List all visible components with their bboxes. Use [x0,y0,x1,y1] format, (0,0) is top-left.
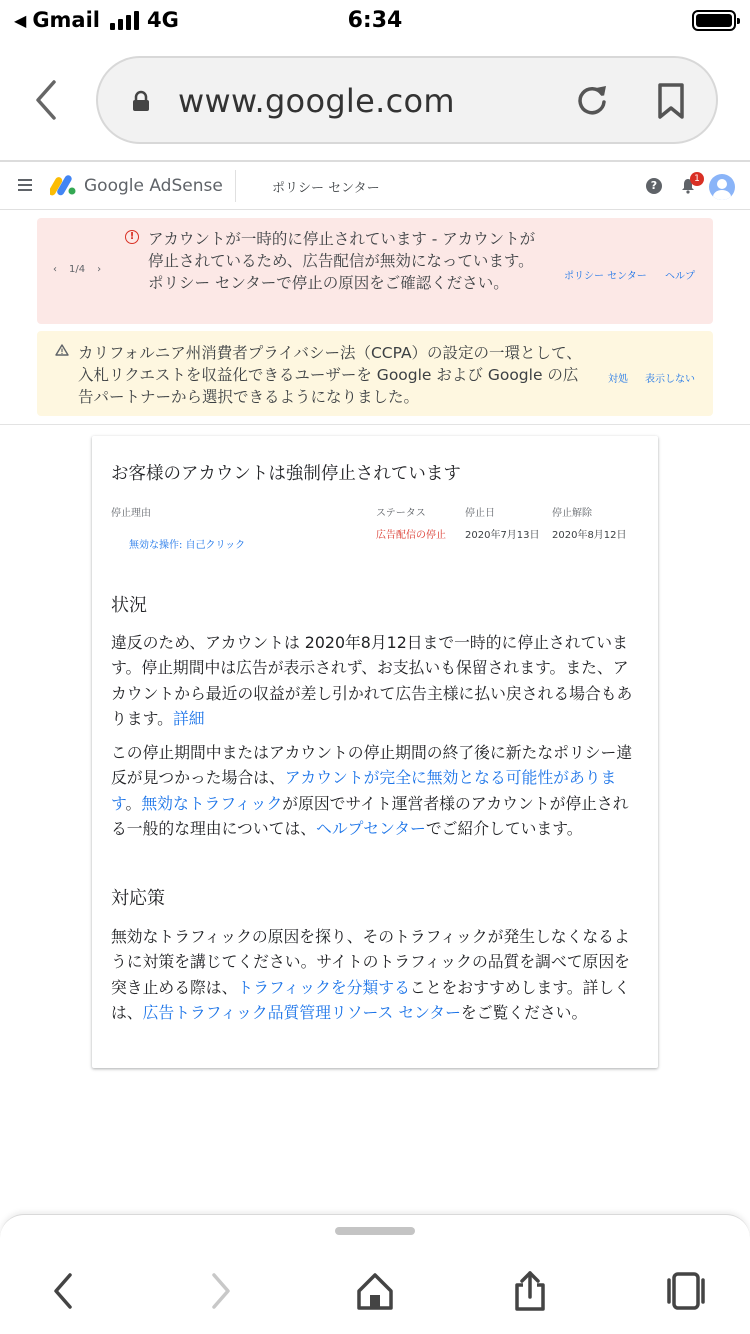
browser-toolbar [0,1214,750,1334]
permanent-disable-link[interactable]: アカウントが完全に無効となる可能性があります [111,768,617,813]
adsense-brand: Google AdSense [84,176,223,196]
battery-icon [692,10,736,31]
action-text-c: をご覧ください。 [460,1002,588,1022]
policy-text-b: 。 [125,793,142,813]
ccpa-action-link[interactable]: 対処 [608,374,628,385]
reload-icon[interactable] [574,82,610,118]
share-icon[interactable] [510,1271,550,1311]
back-icon[interactable] [44,1271,84,1311]
policy-text-d: でご紹介しています。 [425,818,583,838]
details-link[interactable]: 詳細 [172,708,205,728]
start-date-value: 2020年7月13日 [465,530,540,541]
alert-pager [53,264,101,275]
notification-badge: 1 [690,172,704,186]
action-text-b: ことをおすすめします。詳しくは、 [111,977,630,1022]
lock-icon [130,90,152,112]
policy-paragraph [111,740,641,841]
address-bar[interactable] [96,56,718,144]
header-start-date: 停止日 [465,508,495,519]
classify-traffic-link[interactable]: トラフィックを分類する [237,977,410,997]
help-center-link[interactable]: ヘルプセンター [316,818,426,838]
ccpa-dismiss-link[interactable]: 表示しない [645,374,695,385]
pager-prev-icon[interactable]: ‹ [53,264,57,275]
back-to-app-icon[interactable]: ◀ [14,10,27,30]
header-separator [235,170,236,202]
end-date-value: 2020年8月12日 [552,530,627,541]
policy-center-link[interactable]: ポリシー センター [564,271,647,282]
header-status: ステータス [376,508,426,519]
suspension-card [92,436,658,1068]
carrier-label: Gmail [32,8,100,32]
reason-link[interactable]: 無効な操作: 自己クリック [129,540,246,551]
header-end-date: 停止解除 [552,508,592,519]
network-label: 4G [147,8,179,32]
status-bar [0,0,750,42]
suspension-alert [37,218,713,324]
situation-text: 違反のため、アカウントは 2020年8月12日まで一時的に停止されています。停止期間中は広告が表示されず、お支払いも保留されます。また、アカウントから最近の収益が差し引かれて広告主様に払い戻される場合もあります。 [111,633,633,728]
situation-paragraph [111,630,641,731]
pager-count: 1/4 [69,264,86,275]
ccpa-alert [37,331,713,416]
action-paragraph [111,924,641,1025]
adsense-header [0,162,750,210]
tabs-icon[interactable] [666,1271,706,1311]
suspension-message: アカウントが一時的に停止されています - アカウントが停止されているため、広告配信が無効になっています。ポリシー センターで停止の原因をご確認ください。 [148,230,536,292]
bookmark-icon[interactable] [656,82,686,120]
action-text-a: 無効なトラフィックの原因を探り、そのトラフィックが発生しなくなるように対策を講じてください。サイトのトラフィックの品質を調べて原因を突き止める際は、 [111,927,630,997]
policy-text-a: この停止期間中またはアカウントの停止期間の終了後に新たなポリシー違反が見つかった場合は、 [111,743,633,788]
help-link[interactable]: ヘルプ [665,271,695,282]
error-icon: ! [125,230,139,244]
content-divider [0,424,750,425]
url-text[interactable]: www.google.com [178,82,455,120]
toolbar-handle[interactable] [335,1227,415,1235]
traffic-quality-center-link[interactable]: 広告トラフィック品質管理リソース センター [142,1002,461,1022]
home-icon[interactable] [355,1271,395,1311]
browser-back-icon[interactable] [30,78,70,122]
forward-icon[interactable] [200,1271,240,1311]
avatar[interactable] [709,174,735,200]
help-icon[interactable]: ? [646,178,662,194]
section-title: ポリシー センター [272,181,380,196]
policy-text-c: が原因でサイト運営者様のアカウントが停止される一般的な理由については、 [111,793,629,838]
action-heading: 対応策 [111,888,165,909]
warning-icon [55,344,69,356]
header-reason: 停止理由 [111,508,151,519]
menu-icon[interactable] [18,179,32,191]
adsense-logo-icon [50,172,78,196]
card-title: お客様のアカウントは強制停止されています [111,464,461,484]
ccpa-message: カリフォルニア州消費者プライバシー法（CCPA）の設定の一環として、入札リクエストを収益化できるユーザーを Google および Google の広告パートナーから選択できるようになりました。 [78,344,582,406]
pager-next-icon[interactable]: › [97,264,102,275]
status-value: 広告配信の停止 [376,530,446,541]
clock: 6:34 [347,8,403,33]
invalid-traffic-link[interactable]: 無効なトラフィック [141,793,283,813]
situation-heading: 状況 [111,595,147,616]
